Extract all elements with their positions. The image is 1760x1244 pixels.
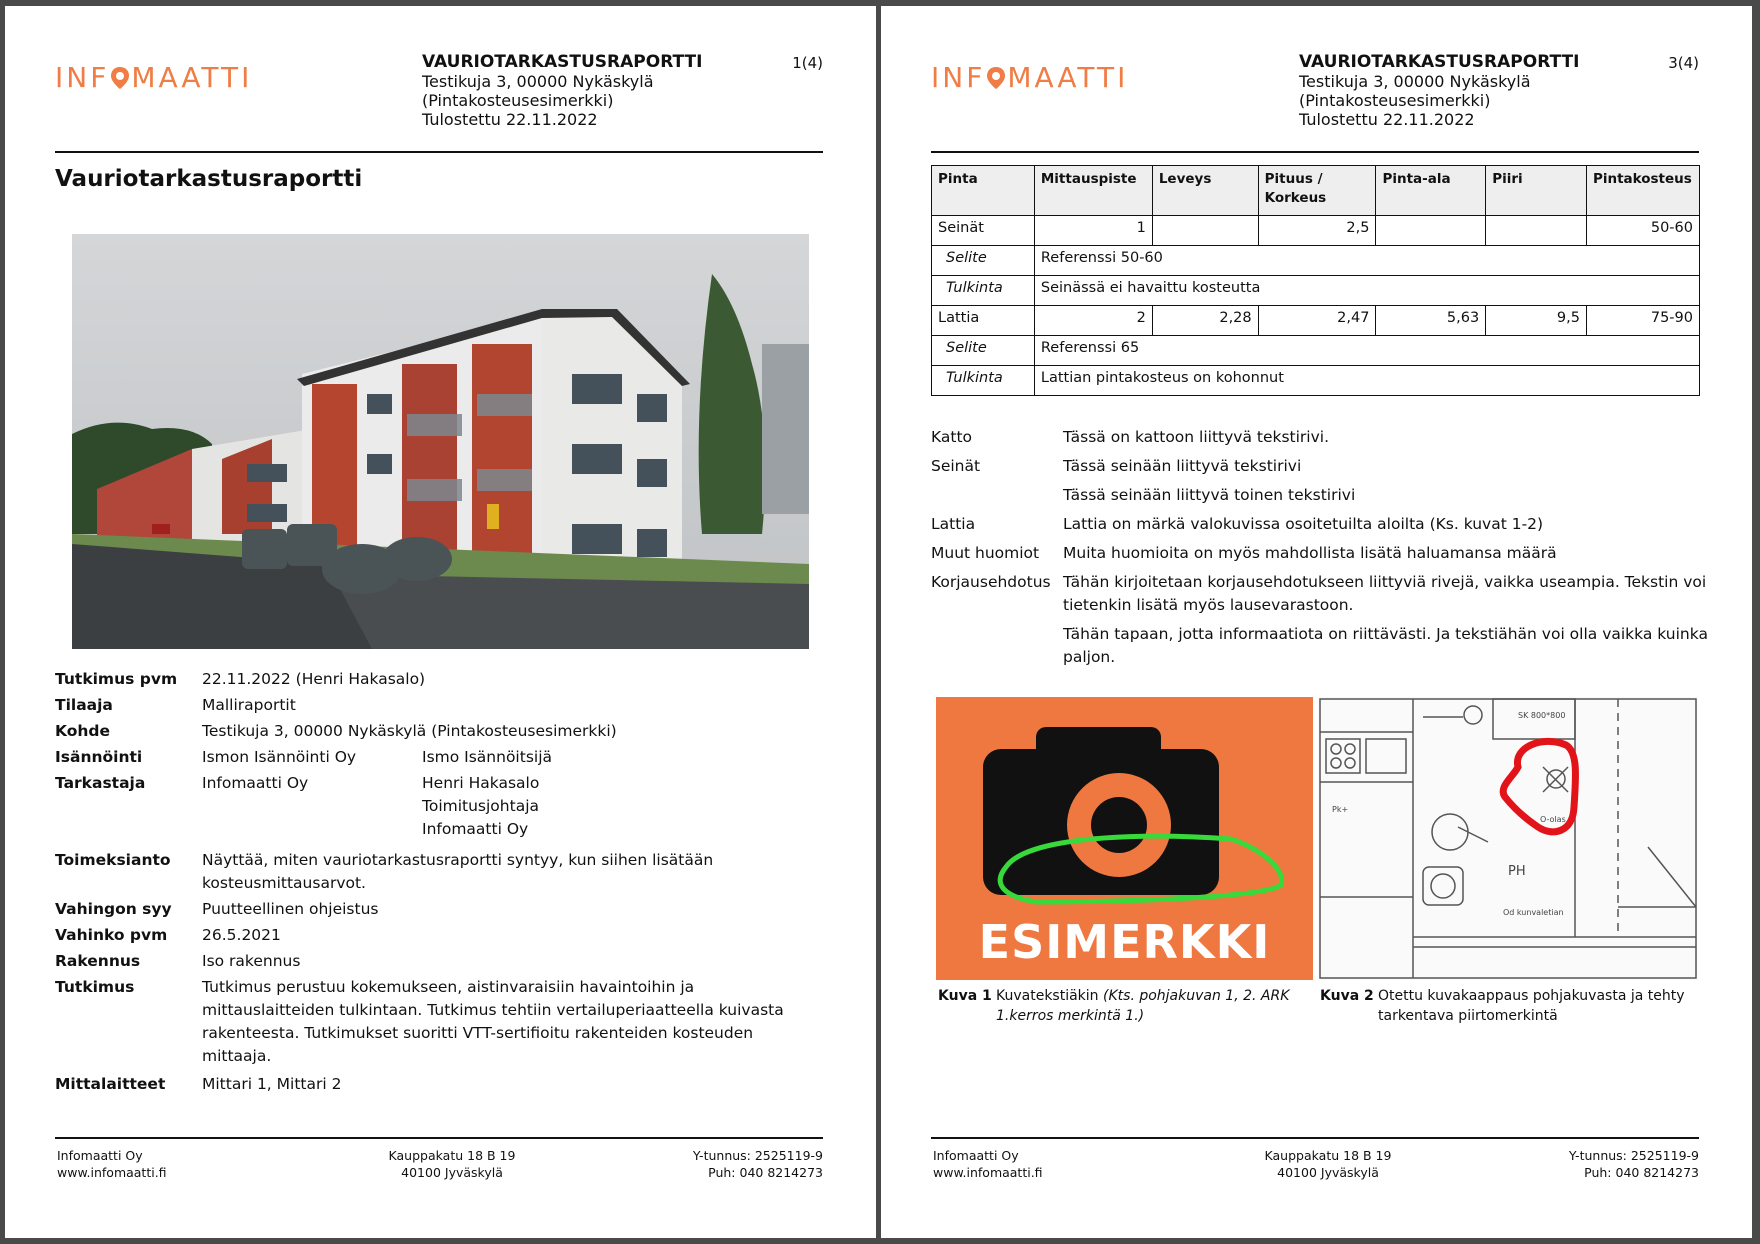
info-row-tilaaja (55, 694, 835, 717)
caption-main-text: Kuvatekstiäkin (996, 988, 1099, 1004)
page-number: 3(4) (1668, 54, 1699, 72)
note-label: Muut huomiot (931, 544, 1040, 562)
info-label: Vahinko pvm (55, 926, 168, 944)
footer-address (377, 1147, 527, 1181)
floor-plan-image (1318, 697, 1698, 980)
caption-label: Kuva 1 (938, 988, 992, 1004)
inspector-title: Toimitusjohtaja (422, 797, 539, 815)
info-row-tarkastaja (55, 772, 835, 841)
plan-label-pk: Pk+ (1332, 805, 1349, 814)
header-title: VAURIOTARKASTUSRAPORTTI (422, 52, 703, 72)
report-page-3 (881, 6, 1752, 1238)
inspector-company: Infomaatti Oy (422, 820, 529, 838)
header-divider (55, 151, 823, 153)
footer-business-id: Y-tunnus: 2525119-9 (1568, 1148, 1699, 1163)
table-cell: Referenssi 65 (1034, 336, 1699, 366)
page-title: Vauriotarkastusraportti (55, 166, 363, 192)
note-line: Tässä seinään liittyvä tekstirivi (1063, 457, 1302, 475)
info-value: Mittari 1, Mittari 2 (202, 1075, 342, 1093)
table-cell: Referenssi 50-60 (1034, 246, 1699, 276)
table-row-selite (932, 336, 1700, 366)
logo-text-left: INF (931, 61, 986, 94)
column-header: Mittauspiste (1034, 166, 1152, 216)
footer-company (57, 1147, 167, 1181)
column-header: Pinta-ala (1376, 166, 1486, 216)
info-value: Testikuja 3, 00000 Nykäskylä (Pintakosteusesimerkki) (202, 722, 617, 740)
table-cell (1486, 216, 1587, 246)
header-printed-date: Tulostettu 22.11.2022 (422, 110, 598, 129)
info-row-kohde (55, 720, 835, 743)
plan-label-kaivo: Od kunvaletian (1503, 908, 1564, 917)
info-label: Toimeksianto (55, 851, 171, 869)
info-value: Puutteellinen ohjeistus (202, 900, 379, 918)
info-value-contact: Ismo Isännöitsijä (422, 748, 553, 766)
footer-company-name: Infomaatti Oy (57, 1148, 143, 1163)
footer-contact (693, 1147, 823, 1181)
note-value: Tässä on kattoon liittyvä tekstirivi. (1063, 428, 1330, 446)
info-row-toimeksianto (55, 849, 835, 895)
table-header-row (932, 166, 1700, 216)
footer-company (933, 1147, 1043, 1181)
report-info (55, 668, 835, 1096)
note-row-muut (931, 542, 1721, 565)
caption-reference: (Kts. pohjakuvan 1, 2. ARK 1.kerros merkintä 1.) (996, 988, 1290, 1024)
note-label: Seinät (931, 457, 981, 475)
note-label: Katto (931, 428, 973, 446)
table-cell: 75-90 (1586, 306, 1699, 336)
note-value (1063, 571, 1721, 669)
plan-label-sk: SK 800*800 (1518, 711, 1566, 720)
table-cell: 50-60 (1586, 216, 1699, 246)
note-row-katto (931, 426, 1721, 449)
table-cell (1376, 216, 1486, 246)
infomaatti-logo (931, 61, 1128, 94)
table-cell: 1 (1034, 216, 1152, 246)
table-cell: Tulkinta (932, 366, 1035, 396)
header-title: VAURIOTARKASTUSRAPORTTI (1299, 52, 1580, 72)
column-header: Pintakosteus (1586, 166, 1699, 216)
info-value: 26.5.2021 (202, 926, 281, 944)
info-row-mittalaitteet (55, 1073, 835, 1096)
column-header: Pituus / Korkeus (1258, 166, 1376, 216)
caption-label: Kuva 2 (1320, 988, 1374, 1004)
column-header: Leveys (1152, 166, 1258, 216)
table-row (932, 216, 1700, 246)
table-cell: 2,5 (1258, 216, 1376, 246)
info-value-contact (422, 772, 835, 841)
caption-text: Otettu kuvakaappaus pohjakuvasta ja tehty tarkentava piirtomerkintä (1378, 988, 1685, 1024)
column-header: Piiri (1486, 166, 1587, 216)
report-page-1 (5, 6, 876, 1238)
caption-text (996, 986, 1308, 1026)
info-label: Tutkimus pvm (55, 670, 178, 688)
info-label: Rakennus (55, 952, 141, 970)
info-value: Infomaatti Oy (202, 774, 309, 792)
image-caption-2 (1320, 986, 1698, 1026)
report-header (422, 53, 702, 129)
info-row-tutkimus-pvm (55, 668, 835, 691)
info-row-isannointi (55, 746, 835, 769)
footer-address (1253, 1147, 1403, 1181)
table-cell: 2,28 (1152, 306, 1258, 336)
table-cell: Seinässä ei havaittu kosteutta (1034, 276, 1699, 306)
example-image-label: ESIMERKKI (978, 915, 1271, 969)
example-camera-image (936, 697, 1313, 980)
info-value: Näyttää, miten vauriotarkastusraportti syntyy, kun siihen lisätään kosteusmittausarvot. (202, 851, 714, 892)
footer-website-link[interactable]: www.infomaatti.fi (57, 1165, 167, 1180)
note-line: Tähän kirjoitetaan korjausehdotukseen liittyviä rivejä, vaikka useampia. Tekstin voi tietenkin lisätä myös lausevarastoon. (1063, 573, 1707, 614)
info-row-tutkimus (55, 976, 835, 1068)
table-cell: Seinät (932, 216, 1035, 246)
table-cell: Lattia (932, 306, 1035, 336)
note-value (1063, 455, 1721, 507)
logo-text-right: MAATTI (131, 61, 253, 94)
header-subtitle: (Pintakosteusesimerkki) (422, 91, 614, 110)
table-row-tulkinta (932, 276, 1700, 306)
footer-phone: Puh: 040 8214273 (708, 1165, 823, 1180)
note-value: Muita huomioita on myös mahdollista lisätä haluamansa määrä (1063, 544, 1557, 562)
info-value: Ismon Isännöinti Oy (202, 748, 357, 766)
note-row-korjausehdotus (931, 571, 1721, 669)
building-photo (72, 234, 809, 649)
footer-divider (55, 1137, 823, 1139)
note-label: Korjausehdotus (931, 573, 1051, 591)
footer-company-name: Infomaatti Oy (933, 1148, 1019, 1163)
note-row-seinat (931, 455, 1721, 507)
info-row-vahingon-syy (55, 898, 835, 921)
info-label: Tilaaja (55, 696, 113, 714)
info-row-vahinko-pvm (55, 924, 835, 947)
footer-street: Kauppakatu 18 B 19 (1264, 1148, 1392, 1163)
footer-city: 40100 Jyväskylä (1277, 1165, 1379, 1180)
column-header: Pinta (932, 166, 1035, 216)
page-number: 1(4) (792, 54, 823, 72)
logo-text-right: MAATTI (1007, 61, 1129, 94)
footer-business-id: Y-tunnus: 2525119-9 (692, 1148, 823, 1163)
table-cell: 5,63 (1376, 306, 1486, 336)
info-label: Tutkimus (55, 978, 135, 996)
footer-contact (1569, 1147, 1699, 1181)
note-label: Lattia (931, 515, 976, 533)
table-cell (1152, 216, 1258, 246)
location-pin-icon (109, 66, 131, 90)
info-value: Malliraportit (202, 696, 296, 714)
measurement-table (931, 165, 1700, 396)
header-divider (931, 151, 1699, 153)
table-row-tulkinta (932, 366, 1700, 396)
footer-divider (931, 1137, 1699, 1139)
info-label: Kohde (55, 722, 111, 740)
image-caption-1 (938, 986, 1308, 1026)
plan-label-ph: PH (1508, 864, 1526, 879)
info-label: Tarkastaja (55, 774, 146, 792)
info-label: Isännöinti (55, 748, 143, 766)
header-address: Testikuja 3, 00000 Nykäskylä (422, 72, 654, 91)
table-row (932, 306, 1700, 336)
header-address: Testikuja 3, 00000 Nykäskylä (1299, 72, 1531, 91)
footer-phone: Puh: 040 8214273 (1584, 1165, 1699, 1180)
note-row-lattia (931, 513, 1721, 536)
header-subtitle: (Pintakosteusesimerkki) (1299, 91, 1491, 110)
plan-label-oolas: O-olas (1540, 815, 1566, 824)
notes-section (931, 426, 1721, 675)
table-row-selite (932, 246, 1700, 276)
note-value: Lattia on märkä valokuvissa osoitetuilta aloilta (Ks. kuvat 1-2) (1063, 515, 1544, 533)
table-cell: Tulkinta (932, 276, 1035, 306)
footer-website-link[interactable]: www.infomaatti.fi (933, 1165, 1043, 1180)
table-cell: 2 (1034, 306, 1152, 336)
logo-text-left: INF (55, 61, 110, 94)
table-cell: 2,47 (1258, 306, 1376, 336)
table-cell: Lattian pintakosteus on kohonnut (1034, 366, 1699, 396)
table-cell: Selite (932, 336, 1035, 366)
table-cell: 9,5 (1486, 306, 1587, 336)
info-row-rakennus (55, 950, 835, 973)
location-pin-icon (985, 66, 1007, 90)
info-value: Iso rakennus (202, 952, 301, 970)
table-cell: Selite (932, 246, 1035, 276)
info-label: Vahingon syy (55, 900, 172, 918)
footer-city: 40100 Jyväskylä (401, 1165, 503, 1180)
inspector-name: Henri Hakasalo (422, 774, 540, 792)
info-value: 22.11.2022 (Henri Hakasalo) (202, 670, 426, 688)
report-header (1299, 53, 1579, 129)
note-line: Tässä seinään liittyvä toinen tekstirivi (1063, 486, 1356, 504)
infomaatti-logo (55, 61, 252, 94)
header-printed-date: Tulostettu 22.11.2022 (1299, 110, 1475, 129)
note-line: Tähän tapaan, jotta informaatiota on riittävästi. Ja tekstiähän voi olla vaikka kuinka paljon. (1063, 625, 1708, 666)
info-label: Mittalaitteet (55, 1075, 166, 1093)
info-value: Tutkimus perustuu kokemukseen, aistinvaraisiin havaintoihin ja mittauslaitteiden tulkintaan. Tutkimus tehtiin vertailuperiaatteella kuivasta rakenteesta. Tutkimukset suoritti VTT-sertifioitu rakenteiden kosteuden mittaaja. (202, 978, 784, 1065)
footer-street: Kauppakatu 18 B 19 (388, 1148, 516, 1163)
